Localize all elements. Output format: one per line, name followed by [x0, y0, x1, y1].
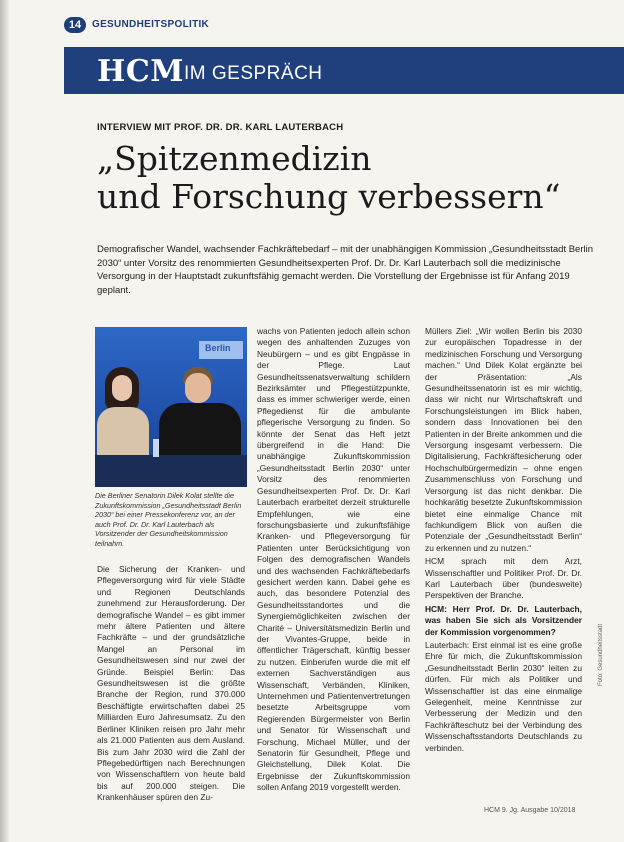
man-figure-face	[185, 373, 211, 403]
section-label: GESUNDHEITSPOLITIK	[92, 19, 210, 30]
interview-question: HCM: Herr Prof. Dr. Dr. Lauterbach, was haben Sie sich als Vorsitzender der Kommission vorgenommen?	[425, 603, 582, 637]
photo-caption: Die Berliner Senatorin Dilek Kolat stellte die Zukunftskommission „Gesundheitsstadt Berlin 2030“ bei einer Pressekonferenz vor, an der auch Prof. Dr. Dr. Karl Lauterbach als Vorsitzender der Gesundheitskommission teilnahm.	[95, 491, 242, 548]
column-1-text: Die Sicherung der Kranken- und Pflegeversorgung wird für viele Städte und Regionen Deutschlands zunehmend zur Herausforderung. Der demografische Wandel – es gibt immer mehr ältere Patienten und ältere Fachkräfte – und der grundsätzliche Mangel an Personal im Gesundheitswesen sind nur zwei der Gründe. Beispiel Berlin: Das Gesundheitswesen ist die größte Branche der Region, rund 370.000 Beschäftigte erwirtschaften dabei 25 Milliarden Euro Jahresumsatz. Zu den Berliner Kliniken reisen pro Jahr mehr als 21.000 Patienten aus dem Ausland. Bis zum Jahr 2030 wird die Zahl der Pflegebedürftigen nach Berechnungen von Wissenschaftlern von heute bald bis auf 200.000 steigen. Die Krankenhäuser spüren den Zu-	[97, 564, 245, 803]
body-column-3	[425, 326, 582, 756]
press-conference-photo	[95, 327, 247, 487]
page-number: 14	[64, 17, 86, 33]
body-column-2	[257, 326, 410, 794]
press-desk	[95, 455, 247, 487]
column-3-paragraph-3: Lauterbach: Erst einmal ist es eine große Ehre für mich, die Zukunftskommission „Gesundheitsstadt Berlin 2030“ leiten zu dürfen. Für mich als Politiker und Wissenschaftler ist das eine einmalige Gelegenheit, meine Kenntnisse zur Verbesserung der Medizin und den Fachkräfteschutz bei der Verbindung des Wissenschaftsstandorts Deutschlands zu verbinden.	[425, 639, 582, 753]
column-3-paragraph-2: HCM sprach mit dem Arzt, Wissenschaftler und Politiker Prof. Dr. Dr. Karl Lauterbach über (bundesweite) Perspektiven der Branche.	[425, 556, 582, 601]
column-banner	[64, 47, 624, 94]
headline-line-1: „Spitzenmedizin	[97, 139, 372, 178]
woman-figure-face	[112, 375, 132, 401]
hcm-logo: HCM	[97, 54, 184, 89]
water-glass	[153, 439, 159, 457]
article-lead: Demografischer Wandel, wachsender Fachkräftebedarf – mit der unabhängigen Kommission „Gesundheitsstadt Berlin 2030“ unter Vorsitz des renommierten Gesundheitsexperten Prof. Dr. Dr. Karl Lauterbach soll die medizinische Versorgung in der Hauptstadt zukunftsfähig gemacht werden. Die Vorstellung der Ergebnisse ist für Anfang 2019 geplant.	[97, 244, 594, 296]
article-headline	[97, 140, 561, 216]
page-gutter-shadow	[0, 0, 10, 842]
body-column-1	[97, 564, 245, 804]
photo-credit: Foto: Gesundheitsstadt	[598, 623, 604, 686]
backdrop-screen-text: Berlin	[205, 343, 231, 353]
issue-footer: HCM 9. Jg. Ausgabe 10/2018	[484, 807, 576, 814]
article-kicker: INTERVIEW MIT PROF. DR. DR. KARL LAUTERBACH	[97, 122, 344, 133]
column-3-paragraph-1: Müllers Ziel: „Wir wollen Berlin bis 2030 zur europäischen Topadresse in der medizinischen Forschung und Versorgung machen.“ Und Dilek Kolat ergänzte bei der Präsentation: „Als Gesundheitssenatorin ist es mir wichtig, dass wir nicht nur Wirtschaftskraft und Forschungsleistungen im Blick haben, sondern dass Innovationen bei den Patienten in der Breite ankommen und die Versorgung insgesamt verbessern. Die Digitalisierung, Fachkräftesicherung oder Hochschulbürgermedizin – ohne engen Zusammenschluss von Forschung und Versorgung ist das nicht denkbar. Die hochkarätig besetzte Zukunftskommission bietet eine einmalige Chance mit fachkundigem Blick von außen die Potenziale der „Gesundheitsstadt Berlin“ zu erkennen und zu nutzen.“	[425, 326, 582, 553]
column-2-text: wachs von Patienten jedoch allein schon wegen des anhaltenden Zuzuges von Neubürgern – und es gibt Engpässe in der Pflege. Laut Gesundheitssenatsverwaltung schildern Bezirksämter und Pflegestützpunkte, dass es immer schwieriger werde, einen Pflegedienst für die ambulante pflegerische Versorgung zu finden. So könnte der Senat das Heft jetzt übergreifend in die Hand: Die unabhängige Zukunftskommission „Gesundheitsstadt Berlin 2030“ unter Vorsitz des renommierten Gesundheitsexperten Prof. Dr. Dr. Karl Lauterbach erarbeitet derzeit strukturelle Empfehlungen, wie eine forschungsbasierte und zukunftsfähige Kranken- und Pflegeversorgung für Patienten unter Berücksichtigung von Folgen des demografischen Wandels und des wachsenden Fachkräftebedarfs gesichert werden kann. Dabei gehe es auch, das besondere Potenzial des Gesundheitsstandortes und die Synergiemöglichkeiten zwischen der Charité – Universitätsmedizin Berlin und der Vivantes-Gruppe, beide in öffentlicher Trägerschaft, künftig besser zu nutzen. Einberufen wurde die mit elf externen Sachverständigen aus Wissenschaft, Verbänden, Kliniken, Unternehmen und Patientenvertretungen besetzte Arbeitsgruppe vom Regierenden Bürgermeister von Berlin und Senator für Wissenschaft und Forschung, Michael Müller, und der Senatorin für Gesundheit, Pflege und Gleichstellung, Dilek Kolat. Die Ergebnisse der Zukunftskommission sollen Anfang 2019 vorgestellt werden.	[257, 326, 410, 793]
banner-subtitle: IM GESPRÄCH	[184, 63, 323, 84]
headline-line-2: und Forschung verbessern“	[97, 177, 561, 216]
man-figure-body	[159, 403, 241, 463]
